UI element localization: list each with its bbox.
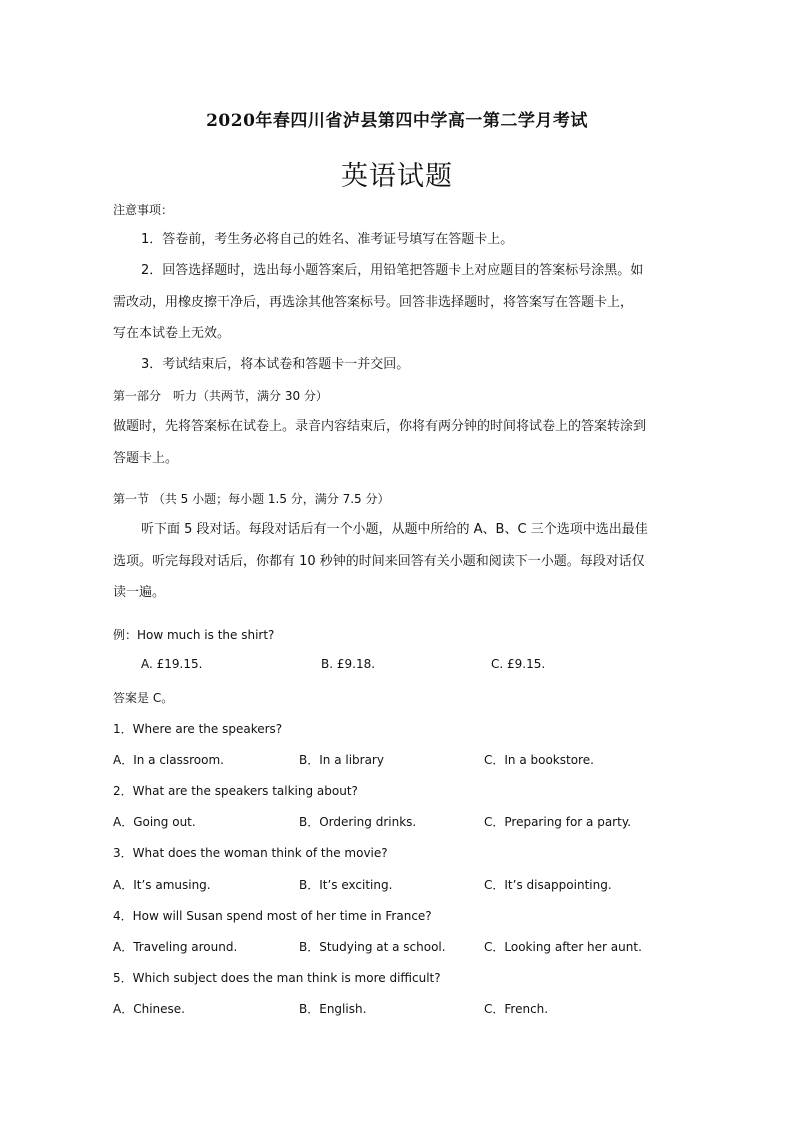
exam-title: 2020年春四川省泸县第四中学高一第二学月考试 [206, 111, 588, 131]
question-5-option-a: A．Chinese. [113, 1002, 185, 1016]
section1-heading: 第一节 （共 5 小题；每小题 1.5 分，满分 7.5 分） [113, 492, 390, 506]
question-3-option-a: A．It’s amusing. [113, 878, 211, 892]
notice-item-1: 1．答卷前，考生务必将自己的姓名、准考证号填写在答题卡上。 [141, 232, 514, 247]
question-1-option-c: C．In a bookstore. [484, 753, 594, 767]
section1-instructions-line-1: 听下面 5 段对话。每段对话后有一个小题，从题中所给的 A、B、C 三个选项中选出最佳 [141, 522, 648, 537]
example-question: 例：How much is the shirt? [113, 628, 275, 642]
question-5-option-b: B．English. [299, 1002, 367, 1016]
question-5-option-c: C．French. [484, 1002, 549, 1016]
notice-item-2-line-2: 需改动，用橡皮擦干净后，再选涂其他答案标号。回答非选择题时，将答案写在答题卡上， [113, 295, 634, 310]
section1-instructions-line-3: 读一遍。 [113, 585, 166, 600]
notice-heading: 注意事项： [113, 203, 174, 217]
notice-item-2-line-1: 2．回答选择题时，选出每小题答案后，用铅笔把答题卡上对应题目的答案标号涂黑。如 [141, 263, 644, 278]
part1-instructions-line-1: 做题时，先将答案标在试卷上。录音内容结束后，你将有两分钟的时间将试卷上的答案转涂到 [113, 419, 647, 434]
question-1-option-b: B．In a library [299, 753, 384, 767]
question-4: 4．How will Susan spend most of her time in France? [113, 909, 432, 923]
question-1-option-a: A．In a classroom. [113, 753, 224, 767]
example-option-a: A. £19.15. [141, 657, 203, 671]
example-option-b: B. £9.18. [321, 657, 376, 671]
section1-instructions-line-2: 选项。听完每段对话后，你都有 10 秒钟的时间来回答有关小题和阅读下一小题。每段对话仅 [113, 554, 645, 569]
question-2: 2．What are the speakers talking about? [113, 784, 358, 798]
question-4-option-a: A．Traveling around. [113, 940, 238, 954]
part1-instructions-line-2: 答题卡上。 [113, 451, 179, 466]
question-1: 1．Where are the speakers? [113, 722, 283, 736]
part1-heading: 第一部分 听力（共两节，满分 30 分） [113, 389, 328, 403]
question-3-option-c: C．It’s disappointing. [484, 878, 612, 892]
question-3: 3．What does the woman think of the movie? [113, 846, 388, 860]
question-2-option-c: C．Preparing for a party. [484, 815, 632, 829]
question-3-option-b: B．It’s exciting. [299, 878, 393, 892]
example-answer: 答案是 C。 [113, 691, 174, 705]
question-5: 5．Which subject does the man think is more difficult? [113, 971, 441, 985]
notice-item-2-line-3: 写在本试卷上无效。 [113, 326, 231, 341]
exam-subject-title: 英语试题 [341, 161, 453, 192]
question-4-option-c: C．Looking after her aunt. [484, 940, 642, 954]
notice-item-3: 3．考试结束后，将本试卷和答题卡一并交回。 [141, 357, 410, 372]
question-2-option-b: B．Ordering drinks. [299, 815, 417, 829]
question-2-option-a: A．Going out. [113, 815, 196, 829]
example-option-c: C. £9.15. [491, 657, 546, 671]
question-4-option-b: B．Studying at a school. [299, 940, 446, 954]
